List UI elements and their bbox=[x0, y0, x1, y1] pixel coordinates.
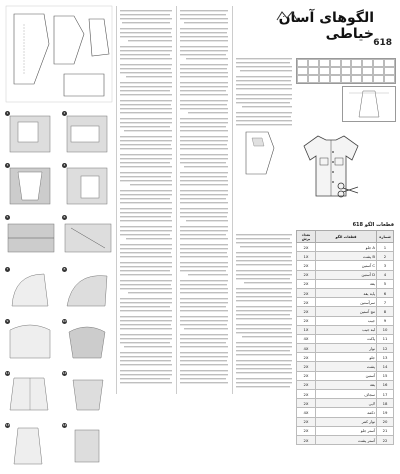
step-diagram-icon bbox=[61, 162, 114, 210]
part-name-cell: D آستین bbox=[316, 270, 377, 279]
part-number-cell: 19 bbox=[377, 408, 394, 417]
scissor-icon bbox=[336, 182, 360, 198]
part-count-cell: 2X bbox=[297, 298, 316, 307]
part-name-cell: جلو bbox=[316, 353, 377, 362]
part-count-cell: 2X bbox=[297, 270, 316, 279]
part-count-cell: 2X bbox=[297, 316, 316, 325]
table-row bbox=[297, 390, 394, 399]
table-row bbox=[297, 307, 394, 316]
step-number-badge: 11 bbox=[5, 371, 10, 375]
step-diagram-icon bbox=[61, 110, 114, 158]
step-cell bbox=[61, 318, 114, 366]
part-name-cell: B پشت bbox=[316, 252, 377, 261]
step-cell bbox=[4, 214, 57, 262]
step-cell bbox=[61, 370, 114, 418]
table-row bbox=[297, 353, 394, 362]
step-diagram-icon bbox=[61, 266, 114, 314]
step-cell bbox=[61, 422, 114, 470]
part-name-cell: یقه bbox=[316, 279, 377, 288]
step-cell bbox=[4, 110, 57, 158]
part-name-cell: لایی bbox=[316, 399, 377, 408]
step-number-badge: 2 bbox=[63, 111, 66, 115]
part-count-cell: 2X bbox=[297, 243, 316, 252]
step-number-badge: 1 bbox=[6, 111, 9, 115]
part-name-cell: دکمه bbox=[316, 408, 377, 417]
part-count-cell: 2X bbox=[297, 371, 316, 380]
part-count-cell: 2X bbox=[297, 435, 316, 444]
illustration-column bbox=[4, 4, 114, 427]
part-number-cell: 18 bbox=[377, 399, 394, 408]
part-number-cell: 11 bbox=[377, 334, 394, 343]
brand-logo-icon bbox=[276, 10, 298, 22]
step-number-badge: 5 bbox=[6, 215, 9, 219]
table-row bbox=[297, 261, 394, 270]
part-number-cell: 14 bbox=[377, 362, 394, 371]
part-name-cell: آستر پشت bbox=[316, 435, 377, 444]
part-count-cell: 2X bbox=[297, 399, 316, 408]
table-row bbox=[297, 344, 394, 353]
step-cell bbox=[61, 110, 114, 158]
table-row bbox=[297, 362, 394, 371]
step-cell bbox=[4, 422, 57, 470]
table-row bbox=[297, 252, 394, 261]
part-number-cell: 5 bbox=[377, 279, 394, 288]
part-name-cell: پاکت bbox=[316, 334, 377, 343]
step-number-badge: 7 bbox=[6, 267, 9, 271]
step-diagram-icon bbox=[4, 162, 57, 210]
part-name-cell: یقه bbox=[316, 380, 377, 389]
table-row bbox=[297, 408, 394, 417]
step-diagram-icon bbox=[4, 266, 57, 314]
page-title: الگوهای آسان خیاطی bbox=[278, 10, 374, 42]
table-header-row bbox=[297, 231, 394, 243]
step-cell bbox=[4, 266, 57, 314]
step-number-badge: 8 bbox=[63, 267, 66, 271]
part-count-cell: 2X bbox=[297, 353, 316, 362]
part-count-cell: 4X bbox=[297, 408, 316, 417]
column-divider bbox=[116, 6, 117, 394]
part-name-cell: سجاف bbox=[316, 390, 377, 399]
part-number-cell: 1 bbox=[377, 243, 394, 252]
part-number-cell: 2 bbox=[377, 252, 394, 261]
step-diagram-icon bbox=[4, 318, 57, 366]
measurement-box bbox=[342, 86, 396, 122]
part-name-cell: لبه جیب bbox=[316, 325, 377, 334]
step-diagram-icon bbox=[61, 370, 114, 418]
part-number-cell: 13 bbox=[377, 353, 394, 362]
part-name-cell: نوار bbox=[316, 344, 377, 353]
part-name-cell: A جلو bbox=[316, 243, 377, 252]
part-count-cell: 1X bbox=[297, 252, 316, 261]
step-number-badge: 12 bbox=[62, 371, 67, 375]
table-row bbox=[297, 371, 394, 380]
step-number-badge: 10 bbox=[62, 319, 67, 323]
step-number-badge: 3 bbox=[6, 163, 9, 167]
step-diagram-icon bbox=[4, 422, 57, 470]
part-number-cell: 4 bbox=[377, 270, 394, 279]
text-lines-decoration bbox=[178, 6, 230, 394]
part-count-cell: 2X bbox=[297, 307, 316, 316]
size-chart-grid bbox=[296, 58, 396, 84]
step-cell bbox=[4, 162, 57, 210]
table-row bbox=[297, 380, 394, 389]
column-divider bbox=[232, 6, 233, 394]
table-row bbox=[297, 325, 394, 334]
step-cell bbox=[61, 266, 114, 314]
part-count-cell: 4X bbox=[297, 344, 316, 353]
parts-table-title: قطعات الگو 618 bbox=[352, 222, 394, 228]
part-name-cell: سرآستین bbox=[316, 298, 377, 307]
step-diagram-icon bbox=[4, 110, 57, 158]
table-row bbox=[297, 288, 394, 297]
step-number-badge: 6 bbox=[63, 215, 66, 219]
table-row bbox=[297, 298, 394, 307]
part-number-cell: 6 bbox=[377, 288, 394, 297]
step-cell bbox=[61, 214, 114, 262]
step-number-badge: 4 bbox=[63, 163, 66, 167]
part-count-cell: 2X bbox=[297, 279, 316, 288]
step-diagram-icon bbox=[61, 422, 114, 470]
part-number-cell: 3 bbox=[377, 261, 394, 270]
part-count-cell: 4X bbox=[297, 334, 316, 343]
table-row bbox=[297, 243, 394, 252]
part-number-cell: 15 bbox=[377, 371, 394, 380]
instruction-text-column bbox=[178, 6, 230, 394]
page-header bbox=[234, 8, 392, 50]
step-number-badge: 9 bbox=[6, 319, 9, 323]
step-cell bbox=[61, 162, 114, 210]
parts-table-body bbox=[297, 243, 394, 445]
table-row bbox=[297, 334, 394, 343]
table-row bbox=[297, 426, 394, 435]
part-name-cell: جیب bbox=[316, 316, 377, 325]
table-row bbox=[297, 279, 394, 288]
step-diagram-icon bbox=[4, 370, 57, 418]
part-name-cell: مچ آستین bbox=[316, 307, 377, 316]
pattern-layout-icon bbox=[4, 4, 114, 104]
table-row bbox=[297, 316, 394, 325]
part-name-cell: آستر جلو bbox=[316, 426, 377, 435]
column-divider bbox=[176, 6, 177, 394]
part-number-cell: 12 bbox=[377, 344, 394, 353]
table-row bbox=[297, 399, 394, 408]
part-count-cell: 2X bbox=[297, 390, 316, 399]
table-row bbox=[297, 417, 394, 426]
part-name-cell: C آستین bbox=[316, 261, 377, 270]
part-count-cell: 1X bbox=[297, 325, 316, 334]
step-diagram-icon bbox=[61, 214, 114, 262]
part-count-cell: 2X bbox=[297, 362, 316, 371]
column-header-part: قطعات الگو bbox=[316, 231, 377, 243]
part-number-cell: 8 bbox=[377, 307, 394, 316]
part-number-cell: 20 bbox=[377, 417, 394, 426]
measurement-diagram-icon bbox=[343, 87, 395, 121]
step-diagram-icon bbox=[61, 318, 114, 366]
column-header-count: تعداد برش bbox=[297, 231, 316, 243]
part-count-cell: 2X bbox=[297, 261, 316, 270]
part-count-cell: 2X bbox=[297, 417, 316, 426]
part-number-cell: 16 bbox=[377, 380, 394, 389]
part-number-cell: 9 bbox=[377, 316, 394, 325]
column-header-number: شماره bbox=[377, 231, 394, 243]
instruction-text-column bbox=[234, 54, 294, 394]
instruction-text-column bbox=[118, 6, 174, 394]
part-count-cell: 2X bbox=[297, 288, 316, 297]
part-number-cell: 22 bbox=[377, 435, 394, 444]
step-diagram-icon bbox=[4, 214, 57, 262]
part-name-cell: پشت bbox=[316, 362, 377, 371]
step-number-badge: 13 bbox=[5, 423, 10, 427]
step-cell bbox=[4, 318, 57, 366]
step-number-badge: 14 bbox=[62, 423, 67, 427]
table-row bbox=[297, 435, 394, 444]
part-count-cell: 2X bbox=[297, 426, 316, 435]
part-number-cell: 7 bbox=[377, 298, 394, 307]
step-grid bbox=[4, 110, 114, 470]
text-lines-decoration bbox=[118, 6, 174, 394]
table-row bbox=[297, 270, 394, 279]
step-cell bbox=[4, 370, 57, 418]
pattern-parts-table bbox=[296, 230, 394, 445]
pattern-number: 618 bbox=[373, 38, 392, 48]
text-lines-decoration bbox=[234, 54, 294, 394]
part-name-cell: نوار کمر bbox=[316, 417, 377, 426]
part-name-cell: پایه یقه bbox=[316, 288, 377, 297]
part-number-cell: 10 bbox=[377, 325, 394, 334]
part-number-cell: 17 bbox=[377, 390, 394, 399]
pattern-piece-icon bbox=[240, 128, 280, 178]
part-count-cell: 2X bbox=[297, 380, 316, 389]
part-name-cell: آستین bbox=[316, 371, 377, 380]
part-number-cell: 21 bbox=[377, 426, 394, 435]
